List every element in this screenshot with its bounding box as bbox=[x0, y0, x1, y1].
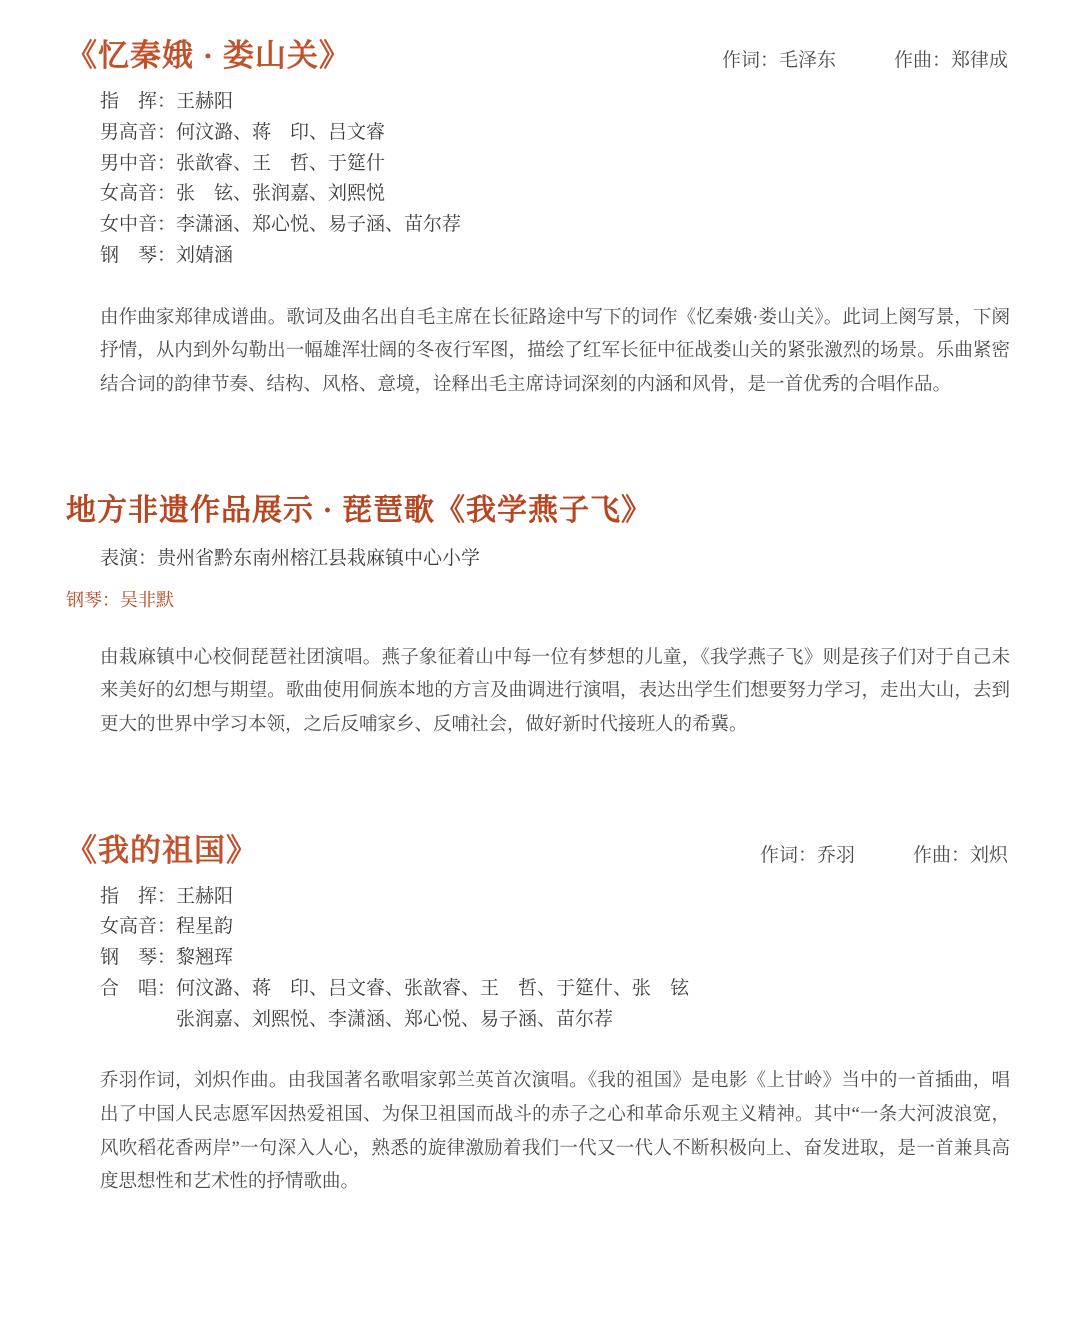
credit-lyricist-name: 乔羽 bbox=[816, 844, 855, 866]
roster-value: 张 铉、张润嘉、刘熙悦 bbox=[176, 183, 386, 205]
program-credits bbox=[760, 840, 1014, 867]
program-description: 由栽麻镇中心校侗琵琶社团演唱。燕子象征着山中每一位有梦想的儿童，《我学燕子飞》则是孩子们对于自己未来美好的幻想与期望。歌曲使用侗族本地的方言及曲调进行演唱，表达出学生们想要努力学习，走出大山，去到更大的世界中学习本领，之后反哺家乡、反哺社会，做好新时代接班人的希冀。 bbox=[100, 647, 1010, 735]
roster-label: 女中音： bbox=[100, 214, 177, 236]
piano-line bbox=[66, 586, 1014, 612]
roster-label: 钢 琴： bbox=[100, 244, 177, 266]
roster-row bbox=[100, 241, 1014, 272]
roster-row-continuation bbox=[176, 1005, 1014, 1036]
credit-composer bbox=[913, 840, 1008, 867]
roster-label: 指 挥： bbox=[100, 885, 177, 907]
roster-row bbox=[100, 118, 1014, 149]
program-item-2 bbox=[66, 485, 1014, 743]
roster-value: 张润嘉、刘熙悦、李潇涵、郑心悦、易子涵、苗尔荐 bbox=[176, 1008, 614, 1030]
roster-label: 女高音： bbox=[100, 916, 177, 938]
roster-label: 合 唱： bbox=[100, 977, 177, 999]
program-description: 由作曲家郑律成谱曲。歌词及曲名出自毛主席在长征路途中写下的词作《忆秦娥·娄山关》。此词上阕写景，下阕抒情，从内到外勾勒出一幅雄浑壮阔的冬夜行军图，描绘了红军长征中征战娄山关的紧张激烈的场景。乐曲紧密结合词的韵律节奏、结构、风格、意境，诠释出毛主席诗词深刻的内涵和风骨，是一首优秀的合唱作品。 bbox=[100, 307, 1010, 395]
roster-value: 黎翘珲 bbox=[176, 947, 234, 969]
program-title: 《忆秦娥 · 娄山关》 bbox=[66, 38, 351, 73]
roster-value: 王赫阳 bbox=[176, 91, 234, 112]
roster-value: 何汶潞、蒋 印、吕文睿 bbox=[176, 121, 386, 143]
performer-label: 表演： bbox=[100, 547, 158, 569]
credit-composer-name: 郑律成 bbox=[950, 50, 1008, 71]
program-header bbox=[66, 825, 1014, 870]
roster-row bbox=[100, 974, 1014, 1005]
program-item-3 bbox=[66, 825, 1014, 1200]
program-title-banner: 地方非遗作品展示 · 琵琶歌《我学燕子飞》 bbox=[66, 493, 653, 527]
program-description: 乔羽作词，刘炽作曲。由我国著名歌唱家郭兰英首次演唱。《我的祖国》是电影《上甘岭》当中的一首插曲，唱出了中国人民志愿军因热爱祖国、为保卫祖国而战斗的赤子之心和革命乐观主义精神。其中“一条大河波浪宽，风吹稻花香两岸”一句深入人心，熟悉的旋律激励着我们一代又一代人不断积极向上、奋发进取，是一首兼具高度思想性和艺术性的抒情歌曲。 bbox=[100, 1071, 1010, 1193]
roster-row bbox=[100, 210, 1014, 241]
roster-value: 李潇涵、郑心悦、易子涵、苗尔荐 bbox=[176, 214, 462, 236]
roster-label: 指 挥： bbox=[100, 91, 177, 112]
program-header bbox=[66, 30, 1014, 75]
section-spacer bbox=[66, 413, 1014, 485]
roster-value: 王赫阳 bbox=[176, 885, 234, 907]
performer-line bbox=[100, 543, 1014, 570]
roster-row bbox=[100, 87, 1014, 118]
roster-value: 何汶潞、蒋 印、吕文睿、张歆睿、王 哲、于筵什、张 铉 bbox=[176, 977, 690, 999]
roster-row bbox=[100, 179, 1014, 210]
credit-lyricist-name: 毛泽东 bbox=[778, 50, 836, 71]
credit-composer bbox=[894, 45, 1008, 72]
roster-row bbox=[100, 943, 1014, 974]
roster-row bbox=[100, 149, 1014, 180]
credit-composer-role: 作曲： bbox=[893, 50, 951, 71]
credit-lyricist bbox=[722, 45, 836, 72]
program-title: 《我的祖国》 bbox=[66, 832, 258, 868]
piano-label: 钢琴： bbox=[66, 589, 120, 610]
program-roster bbox=[100, 87, 1014, 272]
credit-lyricist bbox=[760, 840, 855, 867]
credit-lyricist-role: 作词： bbox=[721, 50, 779, 71]
performer-name: 贵州省黔东南州榕江县栽麻镇中心小学 bbox=[157, 547, 481, 569]
roster-value: 张歆睿、王 哲、于筵什 bbox=[176, 152, 386, 174]
roster-label: 男中音： bbox=[100, 152, 177, 174]
roster-value: 程星韵 bbox=[176, 916, 234, 938]
credit-lyricist-role: 作词： bbox=[759, 844, 817, 866]
credit-composer-name: 刘炽 bbox=[969, 844, 1008, 866]
section-spacer bbox=[66, 753, 1014, 825]
program-credits bbox=[722, 45, 1014, 72]
roster-row bbox=[100, 912, 1014, 943]
program-item-1 bbox=[66, 30, 1014, 403]
credit-composer-role: 作曲： bbox=[912, 844, 970, 866]
roster-label: 钢 琴： bbox=[100, 947, 177, 969]
piano-name: 吴非默 bbox=[120, 589, 174, 610]
program-roster bbox=[100, 882, 1014, 1036]
roster-row bbox=[100, 882, 1014, 913]
roster-label: 男高音： bbox=[100, 121, 177, 143]
roster-label: 女高音： bbox=[100, 183, 177, 205]
roster-value: 刘婧涵 bbox=[176, 244, 234, 266]
